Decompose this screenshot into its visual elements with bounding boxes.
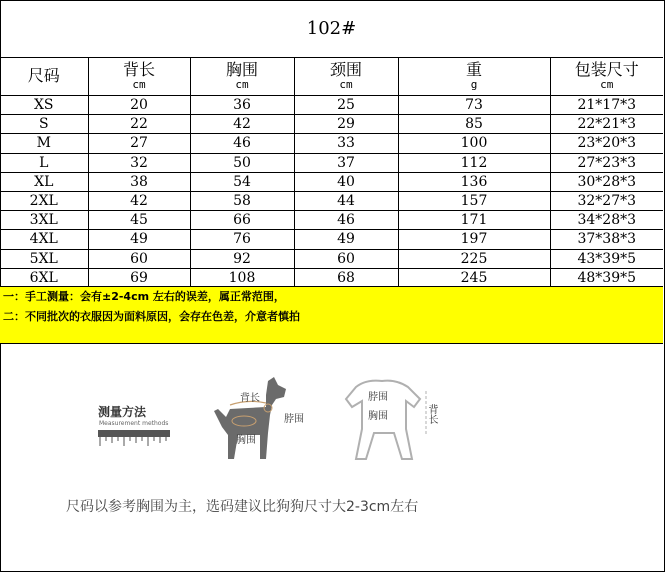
table-row <box>0 249 663 268</box>
table-cell: 157 <box>398 191 550 210</box>
table-cell: 136 <box>398 172 550 191</box>
table-cell: 42 <box>88 191 190 210</box>
table-row <box>0 172 663 191</box>
table-cell: 27*23*3 <box>550 153 663 172</box>
table-cell: 40 <box>294 172 398 191</box>
size-advice: 尺码以参考胸围为主，选码建议比狗狗尺寸大2-3cm左右 <box>66 499 419 515</box>
table-cell: 245 <box>398 268 550 287</box>
table-cell: 60 <box>88 249 190 268</box>
table-cell: 36 <box>190 96 294 115</box>
notes-banner <box>0 286 663 344</box>
table-cell: 49 <box>294 230 398 249</box>
table-cell: 73 <box>398 96 550 115</box>
table-cell: 197 <box>398 230 550 249</box>
table-cell: 171 <box>398 211 550 230</box>
table-cell: 22 <box>88 115 190 134</box>
header-back-length: 背长 cm <box>88 57 190 96</box>
header-package-size: 包装尺寸 cm <box>550 57 663 96</box>
table-cell: 45 <box>88 211 190 230</box>
table-row <box>0 211 663 230</box>
table-cell: 58 <box>190 191 294 210</box>
table-row <box>0 115 663 134</box>
table-cell: 32*27*3 <box>550 191 663 210</box>
method-title: 测量方法 <box>98 405 147 419</box>
table-row <box>0 230 663 249</box>
table-cell: XS <box>0 96 88 115</box>
table-cell: 6XL <box>0 268 88 287</box>
table-cell: 46 <box>294 211 398 230</box>
table-cell: 3XL <box>0 211 88 230</box>
table-cell: 112 <box>398 153 550 172</box>
size-table <box>0 57 663 288</box>
note-measurement: 一：手工测量：会有±2-4cm 左右的误差，属正常范围， <box>3 290 285 303</box>
table-cell: 27 <box>88 134 190 153</box>
method-subtitle: Measurement methods <box>99 420 169 427</box>
dog-label-back: 背长 <box>240 393 260 404</box>
table-cell: 225 <box>398 249 550 268</box>
table-cell: 29 <box>294 115 398 134</box>
table-cell: 54 <box>190 172 294 191</box>
table-cell: 22*21*3 <box>550 115 663 134</box>
table-cell: 49 <box>88 230 190 249</box>
table-cell: 43*39*5 <box>550 249 663 268</box>
table-cell: 85 <box>398 115 550 134</box>
cloth-label-back: 背长 <box>426 404 437 424</box>
table-cell: 50 <box>190 153 294 172</box>
table-cell: 46 <box>190 134 294 153</box>
table-cell: 48*39*5 <box>550 268 663 287</box>
table-row <box>0 268 663 287</box>
table-row <box>0 153 663 172</box>
table-cell: 20 <box>88 96 190 115</box>
note-color-difference: 二：不同批次的衣服因为面料原因，会存在色差，介意者慎拍 <box>3 310 300 323</box>
table-cell: 21*17*3 <box>550 96 663 115</box>
table-row <box>0 134 663 153</box>
table-cell: 37*38*3 <box>550 230 663 249</box>
table-cell: 68 <box>294 268 398 287</box>
table-cell: 76 <box>190 230 294 249</box>
table-cell: 60 <box>294 249 398 268</box>
table-cell: 5XL <box>0 249 88 268</box>
table-cell: 25 <box>294 96 398 115</box>
table-cell: S <box>0 115 88 134</box>
table-cell: 66 <box>190 211 294 230</box>
dog-label-neck: 脖围 <box>284 414 304 425</box>
table-cell: 108 <box>190 268 294 287</box>
header-chest: 胸围 cm <box>190 57 294 96</box>
table-cell: 32 <box>88 153 190 172</box>
table-cell: 30*28*3 <box>550 172 663 191</box>
table-cell: 23*20*3 <box>550 134 663 153</box>
page-title: 102# <box>0 0 663 58</box>
table-cell: 4XL <box>0 230 88 249</box>
table-cell: 38 <box>88 172 190 191</box>
table-cell: 69 <box>88 268 190 287</box>
table-cell: M <box>0 134 88 153</box>
table-cell: 34*28*3 <box>550 211 663 230</box>
header-neck: 颈围 cm <box>294 57 398 96</box>
cloth-label-chest: 胸围 <box>368 411 388 422</box>
table-row <box>0 191 663 210</box>
table-cell: 2XL <box>0 191 88 210</box>
header-weight: 重 g <box>398 57 550 96</box>
table-cell: XL <box>0 172 88 191</box>
table-cell: 92 <box>190 249 294 268</box>
table-cell: 37 <box>294 153 398 172</box>
table-header-row <box>0 57 663 96</box>
ruler-icon <box>98 430 170 448</box>
table-cell: 100 <box>398 134 550 153</box>
table-cell: 33 <box>294 134 398 153</box>
table-cell: L <box>0 153 88 172</box>
header-size: 尺码 <box>0 57 88 96</box>
cloth-label-neck: 脖围 <box>368 392 388 403</box>
table-row <box>0 96 663 115</box>
dog-label-chest: 胸围 <box>236 435 256 446</box>
table-cell: 42 <box>190 115 294 134</box>
table-cell: 44 <box>294 191 398 210</box>
